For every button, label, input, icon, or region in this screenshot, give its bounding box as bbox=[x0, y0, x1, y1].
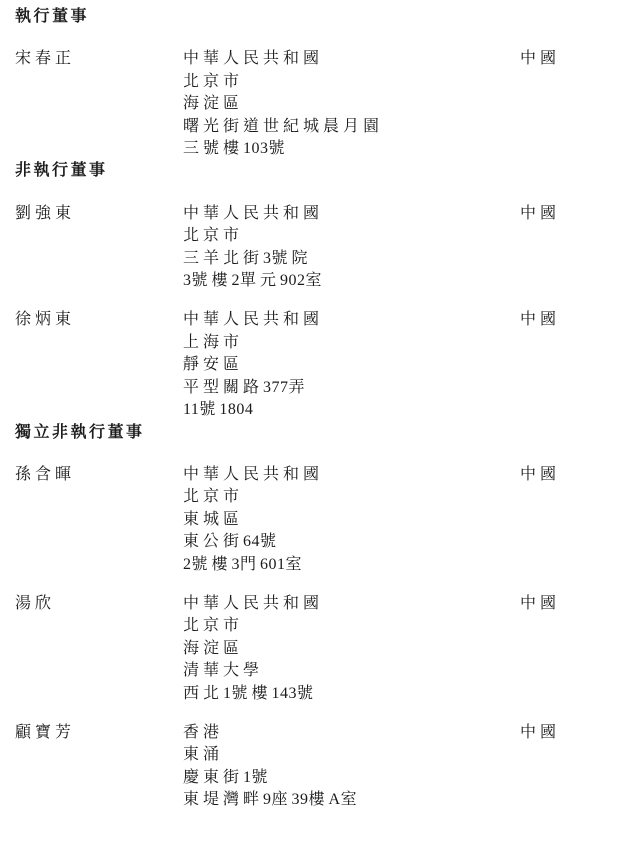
director-address bbox=[183, 722, 520, 812]
address-line: 11號1804 bbox=[183, 401, 254, 419]
section-heading: 獨立非執行董事 bbox=[15, 423, 145, 441]
director-nationality: 中國 bbox=[520, 465, 561, 483]
section-heading: 非執行董事 bbox=[15, 162, 108, 180]
director-name: 湯欣 bbox=[15, 594, 56, 612]
director-name: 顧寶芳 bbox=[15, 723, 76, 741]
address-line: 平型關路377弄 bbox=[183, 378, 309, 396]
address-line: 北京市 bbox=[183, 227, 244, 245]
director-address bbox=[183, 309, 520, 421]
address-line: 中華人民共和國 bbox=[183, 50, 324, 68]
address-line: 清華大學 bbox=[183, 662, 264, 680]
address-line: 東涌 bbox=[183, 746, 224, 764]
address-line: 三號樓103號 bbox=[183, 140, 289, 158]
address-line: 東堤灣畔9座39樓A室 bbox=[183, 791, 361, 809]
address-line: 北京市 bbox=[183, 72, 244, 90]
director-row bbox=[15, 203, 625, 293]
address-line: 曙光街道世紀城晨月園 bbox=[183, 117, 384, 135]
address-line: 北京市 bbox=[183, 617, 244, 635]
address-line: 2號樓3門601室 bbox=[183, 555, 306, 573]
address-line: 香港 bbox=[183, 723, 224, 741]
director-row bbox=[15, 593, 625, 705]
address-line: 中華人民共和國 bbox=[183, 311, 324, 329]
director-row bbox=[15, 48, 625, 160]
section-executive-directors bbox=[15, 6, 625, 160]
address-line: 中華人民共和國 bbox=[183, 594, 324, 612]
address-line: 靜安區 bbox=[183, 356, 244, 374]
director-nationality: 中國 bbox=[520, 311, 561, 329]
address-line: 東城區 bbox=[183, 510, 244, 528]
address-line: 東公街64號 bbox=[183, 533, 281, 551]
address-line: 海淀區 bbox=[183, 95, 244, 113]
director-address bbox=[183, 464, 520, 576]
director-nationality: 中國 bbox=[520, 204, 561, 222]
director-name: 宋春正 bbox=[15, 50, 76, 68]
address-line: 海淀區 bbox=[183, 639, 244, 657]
director-nationality: 中國 bbox=[520, 594, 561, 612]
address-line: 上海市 bbox=[183, 333, 244, 351]
director-row bbox=[15, 722, 625, 812]
director-address bbox=[183, 593, 520, 705]
director-name: 徐炳東 bbox=[15, 311, 76, 329]
director-address bbox=[183, 48, 520, 160]
address-line: 三羊北街3號院 bbox=[183, 249, 312, 267]
address-line: 中華人民共和國 bbox=[183, 204, 324, 222]
address-line: 中華人民共和國 bbox=[183, 465, 324, 483]
address-line: 慶東街1號 bbox=[183, 768, 272, 786]
section-heading: 執行董事 bbox=[15, 8, 90, 25]
section-non-executive-directors bbox=[15, 160, 625, 421]
director-row bbox=[15, 464, 625, 576]
director-name: 孫含暉 bbox=[15, 465, 76, 483]
director-nationality: 中國 bbox=[520, 50, 561, 68]
director-row bbox=[15, 309, 625, 421]
section-independent-non-executive-directors bbox=[15, 422, 625, 812]
director-address bbox=[183, 203, 520, 293]
address-line: 西北1號樓143號 bbox=[183, 684, 318, 702]
director-name: 劉強東 bbox=[15, 204, 76, 222]
director-nationality: 中國 bbox=[520, 723, 561, 741]
address-line: 3號樓2單元902室 bbox=[183, 272, 326, 290]
address-line: 北京市 bbox=[183, 488, 244, 506]
